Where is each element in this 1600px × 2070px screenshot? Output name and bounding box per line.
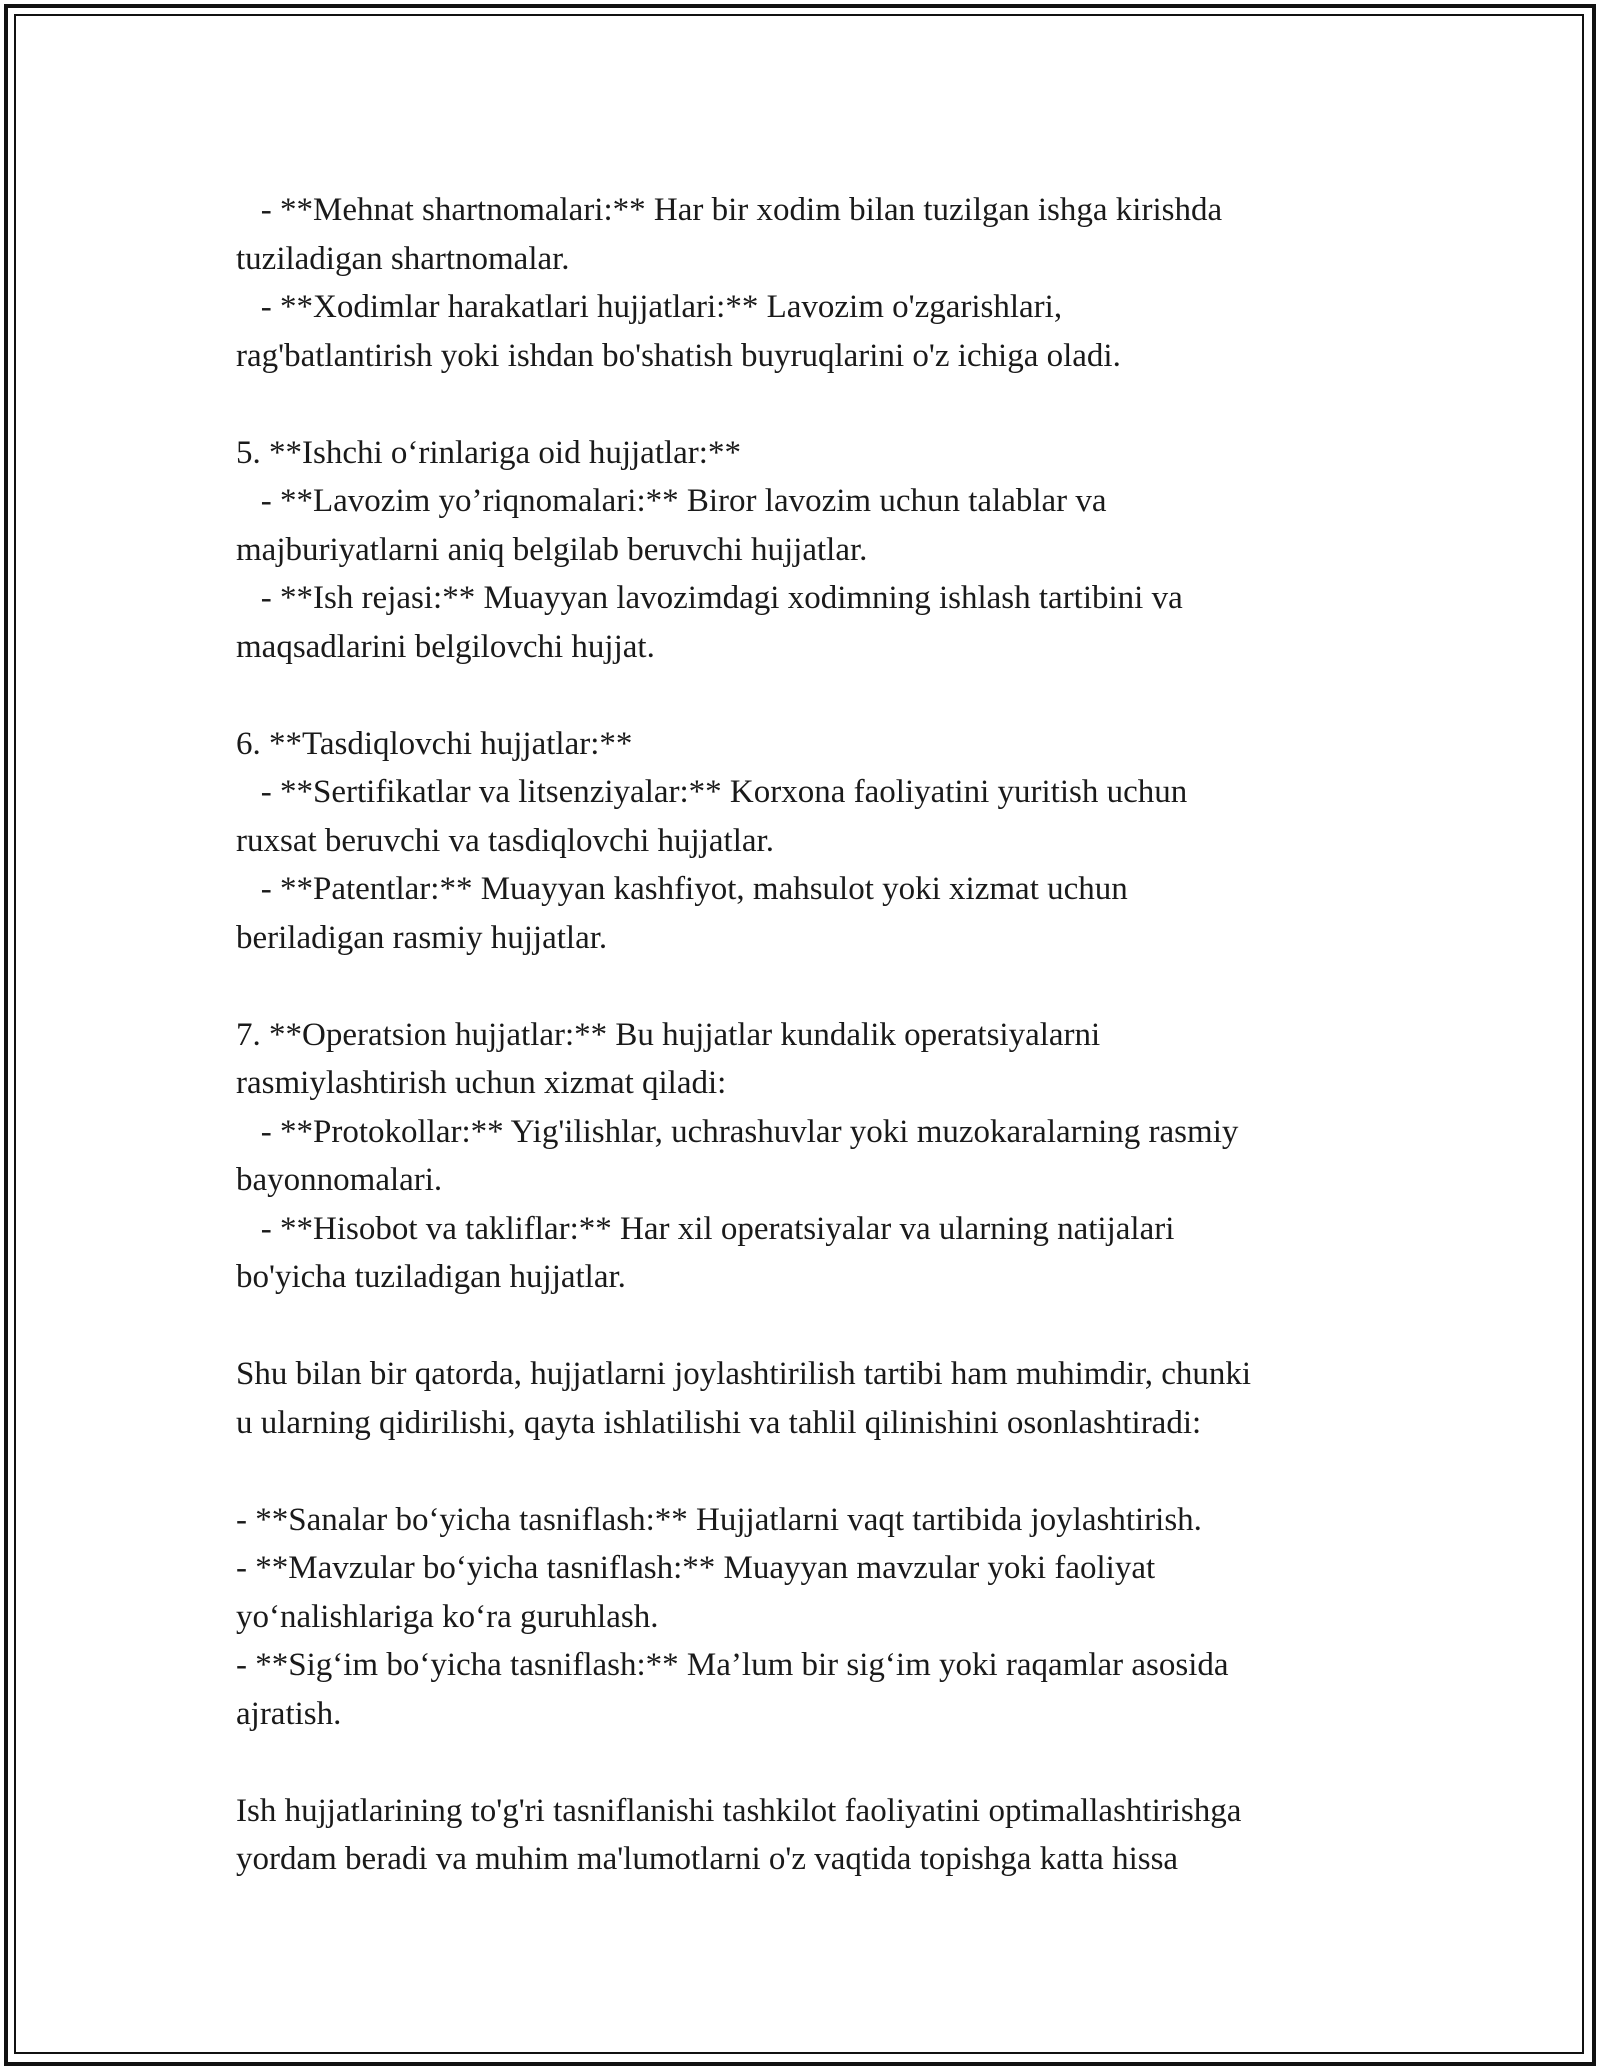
text-line: 6. **Tasdiqlovchi hujjatlar:** <box>236 725 633 762</box>
text-line: - **Patentlar:** Muayyan kashfiyot, mahsulot yoki xizmat uchun <box>236 871 1128 907</box>
text-line: - **Ish rejasi:** Muayyan lavozimdagi xodimning ishlash tartibini va <box>236 580 1183 616</box>
text-line: 7. **Operatsion hujjatlar:** Bu hujjatlar kundalik operatsiyalarni <box>236 1016 1101 1053</box>
text-line: Shu bilan bir qatorda, hujjatlarni joylashtirilish tartibi ham muhimdir, chunki <box>236 1356 1252 1392</box>
text-line: tuziladigan shartnomalar. <box>236 240 570 277</box>
text-line: - **Lavozim yo’riqnomalari:** Biror lavozim uchun talablar va <box>236 483 1107 519</box>
paragraph-gap <box>236 671 1386 720</box>
text-line: bayonnomalari. <box>236 1162 443 1198</box>
paragraph-confirming-documents <box>236 720 1386 963</box>
paragraph-employment-contracts <box>236 186 1386 380</box>
text-line: - **Mehnat shartnomalari:** Har bir xodim bilan tuzilgan ishga kirishda <box>236 192 1223 228</box>
text-line: rasmiylashtirish uchun xizmat qiladi: <box>236 1065 727 1101</box>
text-line: ajratish. <box>236 1695 342 1732</box>
paragraph-gap <box>236 380 1386 429</box>
text-line: u ularning qidirilishi, qayta ishlatilishi va tahlil qilinishini osonlashtiradi: <box>236 1404 1202 1441</box>
text-line: - **Sanalar bo‘yicha tasniflash:** Hujjatlarni vaqt tartibida joylashtirish. <box>236 1501 1202 1538</box>
text-line: Ish hujjatlarining to'g'ri tasniflanishi tashkilot faoliyatini optimallashtirishga <box>236 1792 1242 1829</box>
text-line: - **Hisobot va takliflar:** Har xil operatsiyalar va ularning natijalari <box>236 1210 1175 1247</box>
text-line: - **Mavzular bo‘yicha tasniflash:** Muayyan mavzular yoki faoliyat <box>236 1550 1156 1586</box>
paragraph-classification-list <box>236 1496 1386 1739</box>
text-line: beriladigan rasmiy hujjatlar. <box>236 919 608 956</box>
paragraph-operational-documents <box>236 1011 1386 1302</box>
text-line: yo‘nalishlariga ko‘ra guruhlash. <box>236 1598 659 1635</box>
paragraph-gap <box>236 962 1386 1011</box>
document-body <box>236 186 1386 1884</box>
text-line: rag'batlantirish yoki ishdan bo'shatish buyruqlarini o'z ichiga oladi. <box>236 337 1121 374</box>
paragraph-gap <box>236 1738 1386 1787</box>
paragraph-workplace-documents <box>236 429 1386 672</box>
text-line: - **Sertifikatlar va litsenziyalar:** Korxona faoliyatini yuritish uchun <box>236 774 1188 810</box>
text-line: - **Protokollar:** Yig'ilishlar, uchrashuvlar yoki muzokaralarning rasmiy <box>236 1113 1239 1150</box>
text-line: maqsadlarini belgilovchi hujjat. <box>236 628 655 665</box>
text-line: ruxsat beruvchi va tasdiqlovchi hujjatlar. <box>236 822 774 859</box>
text-line: - **Xodimlar harakatlari hujjatlari:** Lavozim o'zgarishlari, <box>236 289 1063 325</box>
paragraph-gap <box>236 1447 1386 1496</box>
text-line: 5. **Ishchi o‘rinlariga oid hujjatlar:** <box>236 434 741 471</box>
text-line: yordam beradi va muhim ma'lumotlarni o'z vaqtida topishga katta hissa <box>236 1841 1179 1877</box>
text-line: majburiyatlarni aniq belgilab beruvchi hujjatlar. <box>236 531 868 568</box>
paragraph-arrangement-order <box>236 1350 1386 1447</box>
text-line: - **Sig‘im bo‘yicha tasniflash:** Ma’lum bir sig‘im yoki raqamlar asosida <box>236 1647 1229 1683</box>
text-line: bo'yicha tuziladigan hujjatlar. <box>236 1259 626 1295</box>
paragraph-conclusion <box>236 1787 1386 1884</box>
paragraph-gap <box>236 1302 1386 1351</box>
